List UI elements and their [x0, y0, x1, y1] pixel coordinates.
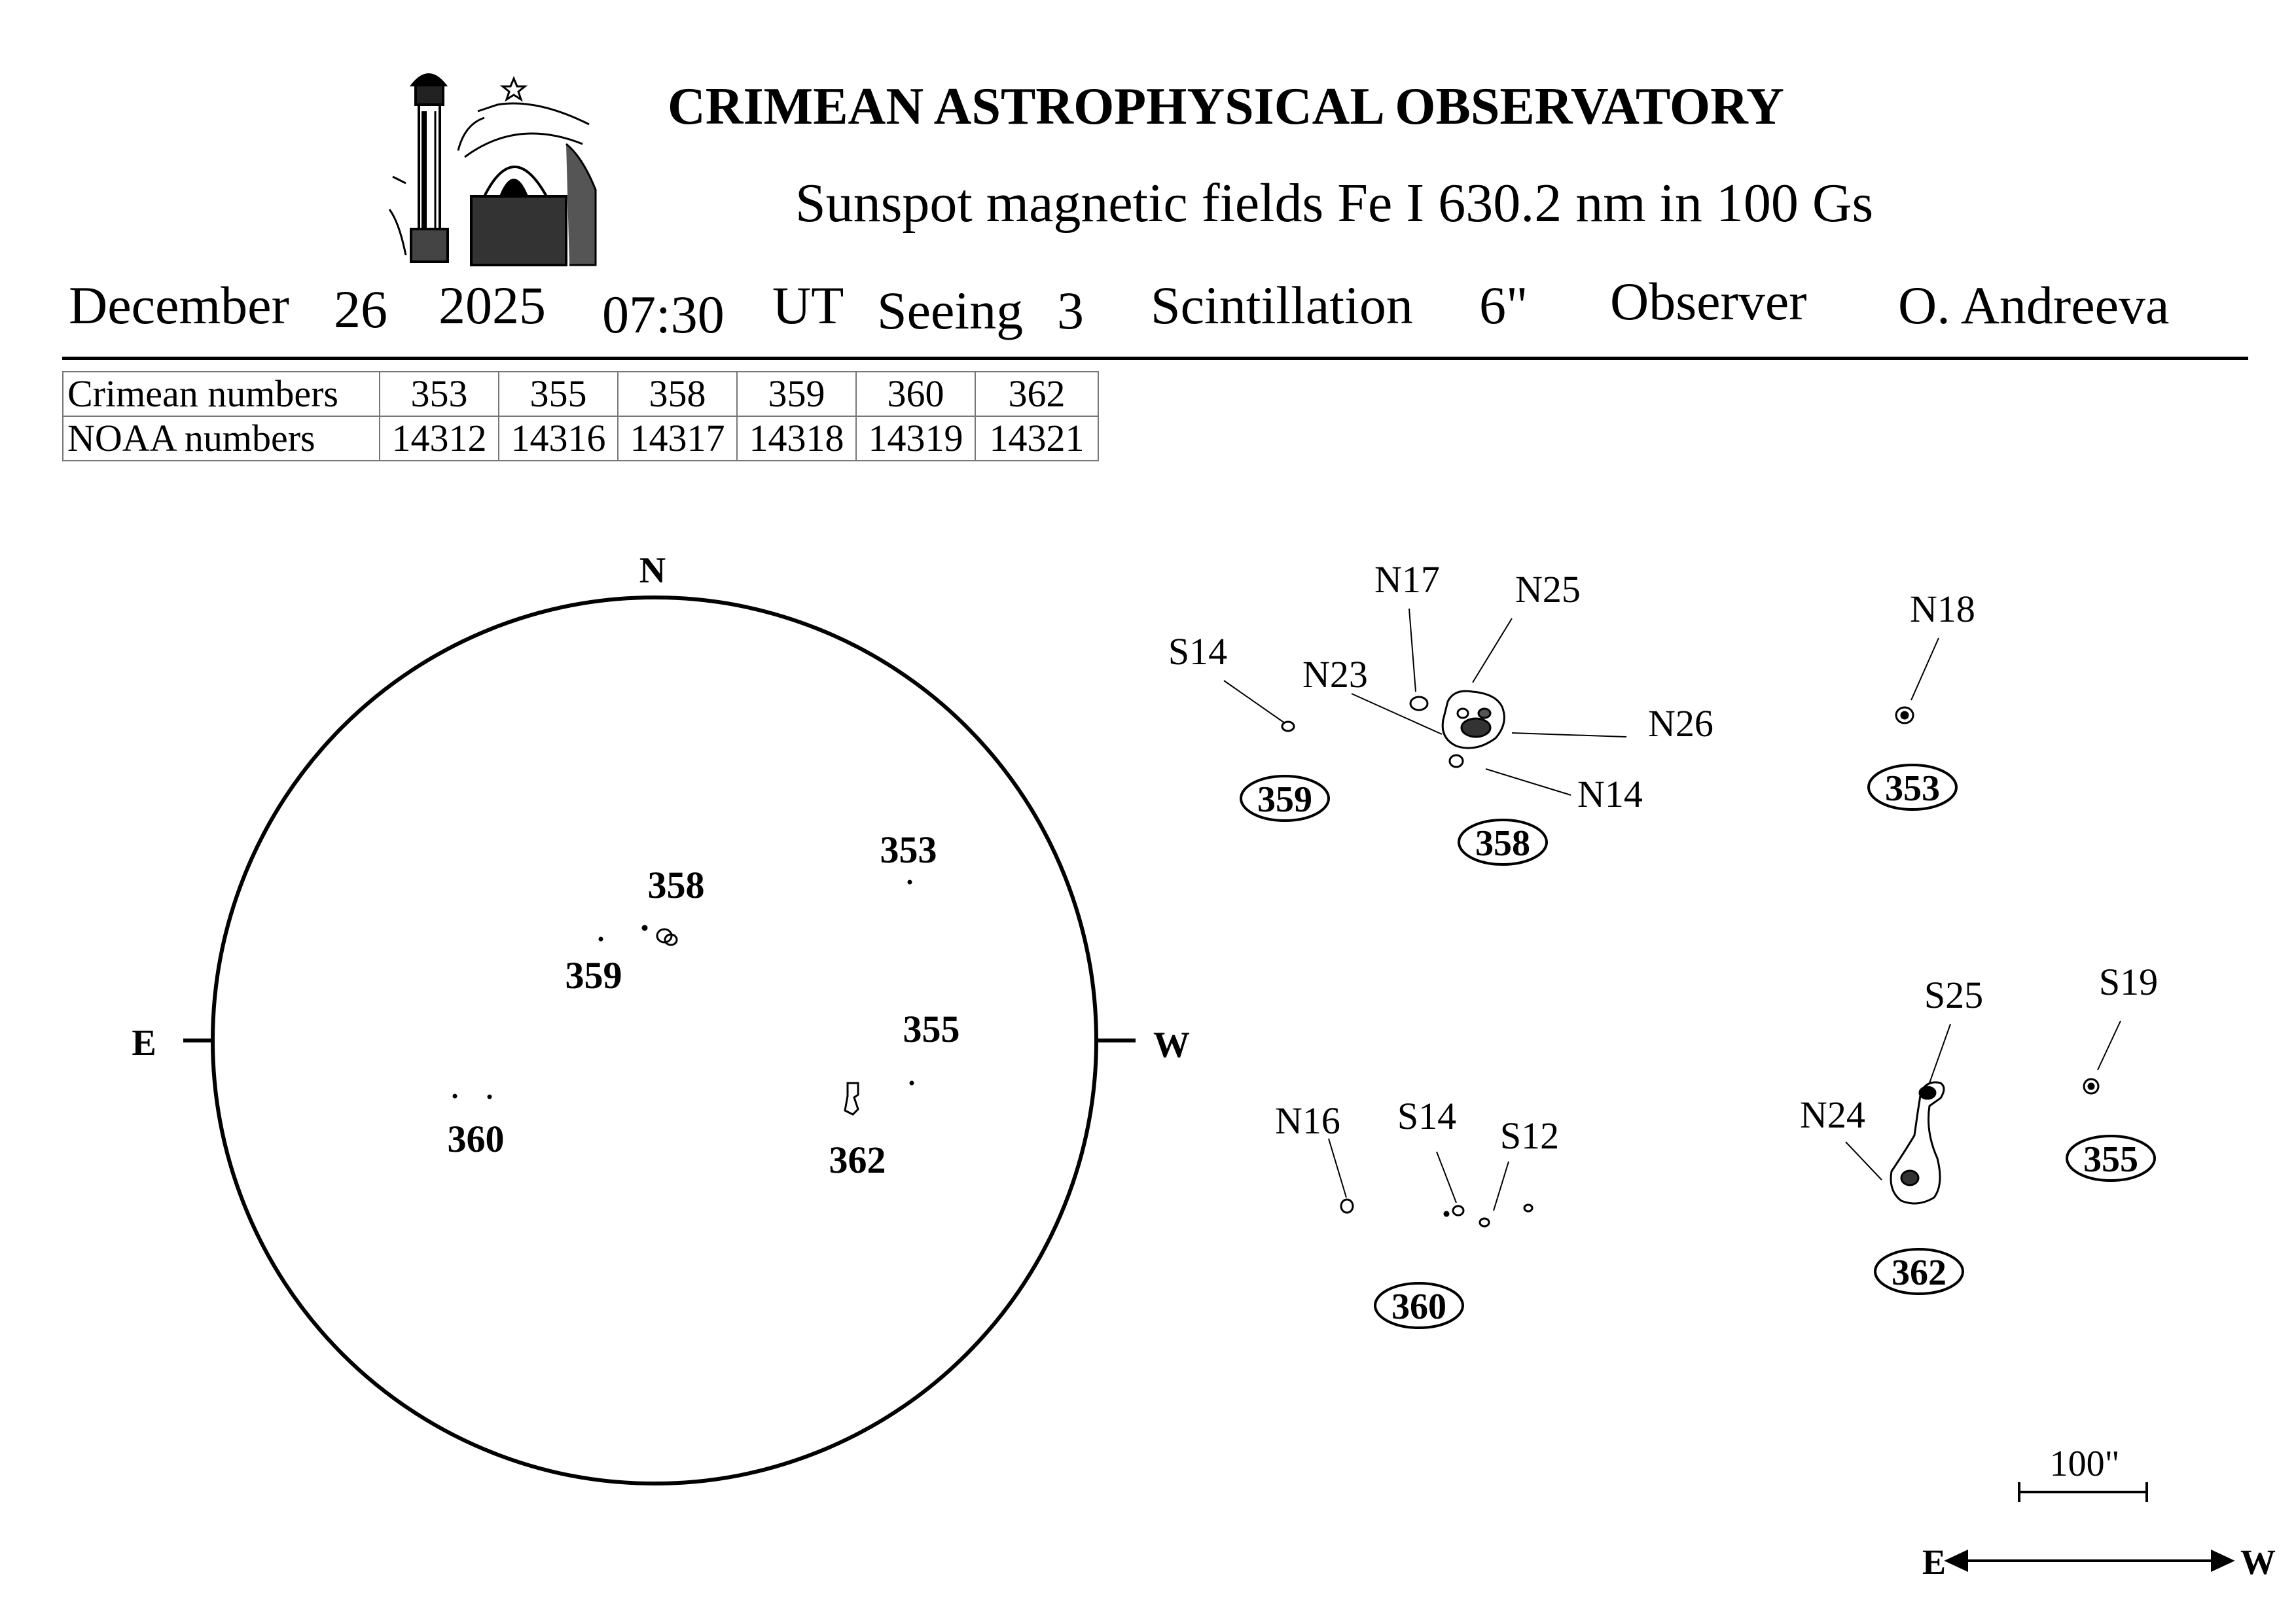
- crimean-number: 359: [737, 372, 856, 416]
- noaa-number: 14318: [737, 416, 856, 461]
- solar-disk: [132, 550, 1190, 1484]
- field-label: S19: [2098, 961, 2159, 1003]
- disk-region-label: 353: [880, 828, 937, 871]
- field-label: S14: [1168, 630, 1228, 673]
- row-label-crimean: Crimean numbers: [63, 372, 380, 416]
- disk-region-label: 358: [647, 864, 705, 906]
- scale-bar: [2019, 1482, 2147, 1502]
- organization-title: CRIMEAN ASTROPHYSICAL OBSERVATORY: [668, 78, 1784, 135]
- field-label: N26: [1648, 702, 1713, 745]
- field-label: S12: [1499, 1114, 1560, 1157]
- crimean-number: 360: [856, 372, 975, 416]
- scintillation-label: Scintillation: [1151, 276, 1413, 335]
- noaa-number: 14312: [380, 416, 499, 461]
- noaa-number: 14321: [975, 416, 1098, 461]
- field-label: N23: [1302, 653, 1368, 696]
- observer-name: O. Andreeva: [1898, 276, 2170, 335]
- scale-label: 100": [2049, 1444, 2120, 1484]
- field-label: N14: [1577, 773, 1643, 815]
- group-number: 359: [1257, 779, 1312, 820]
- chart-subtitle: Sunspot magnetic fields Fe I 630.2 nm in 100 Gs: [795, 173, 1874, 234]
- noaa-number: 14319: [856, 416, 975, 461]
- field-label: N16: [1275, 1099, 1340, 1142]
- east-label: E: [132, 1023, 156, 1063]
- ut-label: UT: [772, 276, 844, 335]
- scintillation-value: 6": [1479, 276, 1528, 335]
- seeing-value: 3: [1057, 281, 1084, 340]
- field-label: N24: [1800, 1093, 1865, 1136]
- group-number: 353: [1885, 768, 1940, 809]
- noaa-number: 14317: [618, 416, 737, 461]
- disk-region-label: 360: [447, 1118, 505, 1160]
- field-label: N18: [1910, 588, 1975, 630]
- west-label: W: [1153, 1025, 1190, 1065]
- crimean-number: 355: [499, 372, 618, 416]
- crimean-number: 358: [618, 372, 737, 416]
- disk-region-label: 359: [565, 954, 622, 997]
- crimean-number: 353: [380, 372, 499, 416]
- direction-arrow: [1947, 1552, 2232, 1570]
- observation-month: December: [69, 276, 289, 335]
- field-label: N25: [1515, 568, 1581, 611]
- group-number: 358: [1475, 823, 1530, 864]
- seeing-label: Seeing: [877, 281, 1024, 340]
- group-number: 362: [1892, 1253, 1946, 1293]
- group-number: 355: [2083, 1139, 2138, 1180]
- arrow-west-label: W: [2240, 1542, 2276, 1582]
- group-number: 360: [1391, 1287, 1446, 1327]
- disk-region-label: 355: [903, 1008, 960, 1050]
- disk-region-label: 362: [829, 1139, 886, 1181]
- field-label: S14: [1397, 1095, 1457, 1137]
- row-label-noaa: NOAA numbers: [63, 416, 380, 461]
- observation-time: 07:30: [602, 285, 725, 344]
- arrow-east-label: E: [1922, 1542, 1946, 1582]
- observation-day: 26: [334, 279, 387, 339]
- field-label: S25: [1924, 974, 1984, 1016]
- north-label: N: [639, 550, 666, 591]
- field-label: N17: [1374, 558, 1440, 601]
- observation-year: 2025: [439, 276, 546, 335]
- crimean-number: 362: [975, 372, 1098, 416]
- noaa-number: 14316: [499, 416, 618, 461]
- observer-label: Observer: [1610, 272, 1807, 331]
